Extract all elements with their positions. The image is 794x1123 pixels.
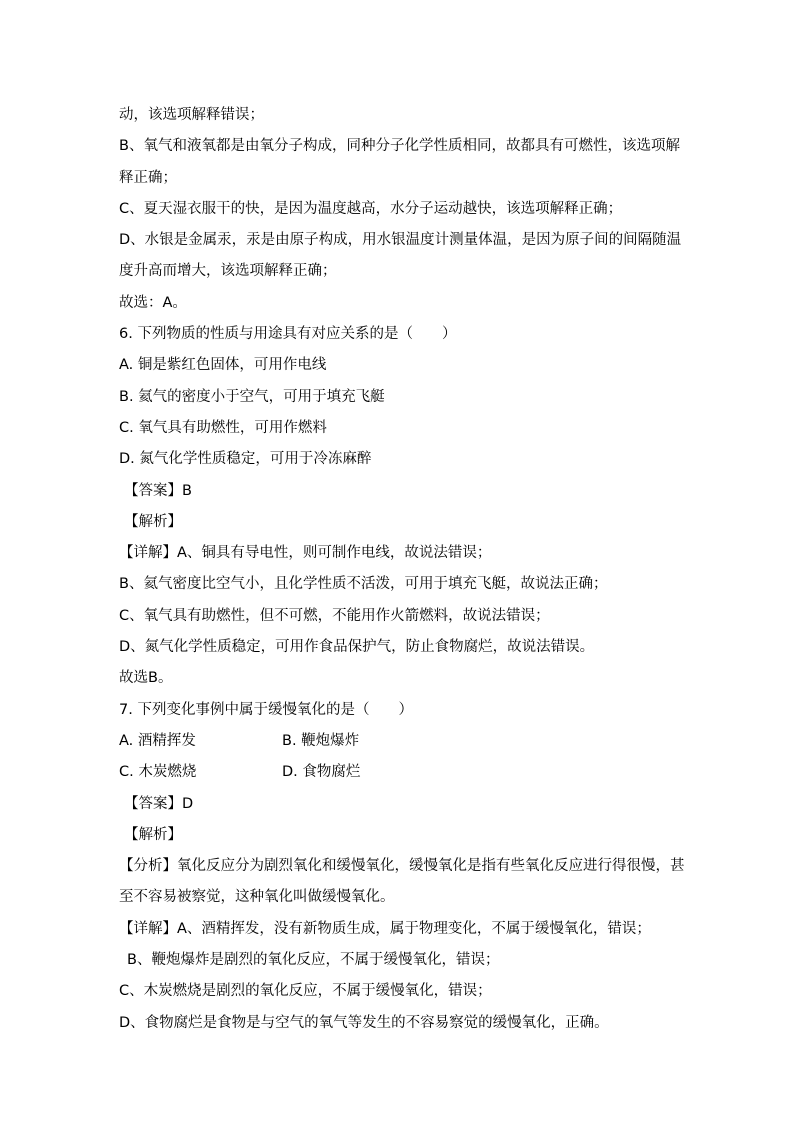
text-line: D、水银是金属汞，汞是由原子构成，用水银温度计测量体温，是因为原子间的间隔随温 bbox=[119, 232, 682, 249]
answer-label: 【答案】D bbox=[124, 795, 194, 812]
conclusion-line: 故选B。 bbox=[119, 670, 173, 687]
detail-line: D、食物腐烂是食物是与空气的氧气等发生的不容易察觉的缓慢氧化，正确。 bbox=[119, 1014, 609, 1031]
analysis-line: 至不容易被察觉，这种氧化叫做缓慢氧化。 bbox=[119, 889, 395, 906]
question-7-option-b: B. 鞭炮爆炸 bbox=[282, 732, 360, 749]
question-7-option-a: A. 酒精挥发 bbox=[119, 732, 196, 749]
detail-line: D、氮气化学性质稳定，可用作食品保护气，防止食物腐烂，故说法错误。 bbox=[119, 639, 595, 656]
analysis-label: 【解析】 bbox=[124, 826, 182, 843]
text-line: B、氧气和液氧都是由氧分子构成，同种分子化学性质相同，故都具有可燃性，该选项解 bbox=[119, 138, 680, 155]
question-6-option-d: D. 氮气化学性质稳定，可用于冷冻麻醉 bbox=[119, 451, 372, 468]
text-line: 释正确； bbox=[119, 169, 177, 186]
text-line: 故选：A。 bbox=[119, 294, 187, 311]
question-6-option-a: A. 铜是紫红色固体，可用作电线 bbox=[119, 357, 327, 374]
text-line: 动，该选项解释错误； bbox=[119, 107, 264, 123]
question-6-option-b: B. 氦气的密度小于空气，可用于填充飞艇 bbox=[119, 388, 385, 405]
text-line: C、夏天湿衣服干的快，是因为温度越高，水分子运动越快，该选项解释正确； bbox=[119, 200, 623, 217]
document-page bbox=[119, 100, 685, 1039]
analysis-line: 【分析】氧化反应分为剧烈氧化和缓慢氧化，缓慢氧化是指有些氧化反应进行得很慢，甚 bbox=[119, 858, 685, 875]
question-6-stem: 6. 下列物质的性质与用途具有对应关系的是（ ） bbox=[119, 326, 457, 343]
detail-line: C、氧气具有助燃性，但不可燃，不能用作火箭燃料，故说法错误； bbox=[119, 607, 550, 624]
question-7-option-c: C. 木炭燃烧 bbox=[119, 764, 197, 781]
detail-line: 【详解】A、铜具有导电性，则可制作电线，故说法错误； bbox=[119, 545, 492, 562]
detail-line: B、氦气密度比空气小，且化学性质不活泼，可用于填充飞艇，故说法正确； bbox=[119, 576, 608, 593]
question-7-options-row-1 bbox=[119, 726, 679, 757]
question-7-option-d: D. 食物腐烂 bbox=[282, 764, 361, 781]
analysis-label: 【解析】 bbox=[124, 513, 182, 530]
answer-label: 【答案】B bbox=[124, 482, 192, 499]
detail-line: B、鞭炮爆炸是剧烈的氧化反应，不属于缓慢氧化，错误； bbox=[127, 952, 500, 969]
text-line: 度升高而增大，该选项解释正确； bbox=[119, 263, 337, 280]
detail-line: 【详解】A、酒精挥发，没有新物质生成，属于物理变化，不属于缓慢氧化，错误； bbox=[119, 920, 651, 937]
detail-line: C、木炭燃烧是剧烈的氧化反应，不属于缓慢氧化，错误； bbox=[119, 983, 492, 1000]
question-7-stem: 7. 下列变化事例中属于缓慢氧化的是（ ） bbox=[119, 701, 413, 718]
question-6-option-c: C. 氧气具有助燃性，可用作燃料 bbox=[119, 419, 327, 436]
question-7-options-row-2 bbox=[119, 757, 679, 788]
